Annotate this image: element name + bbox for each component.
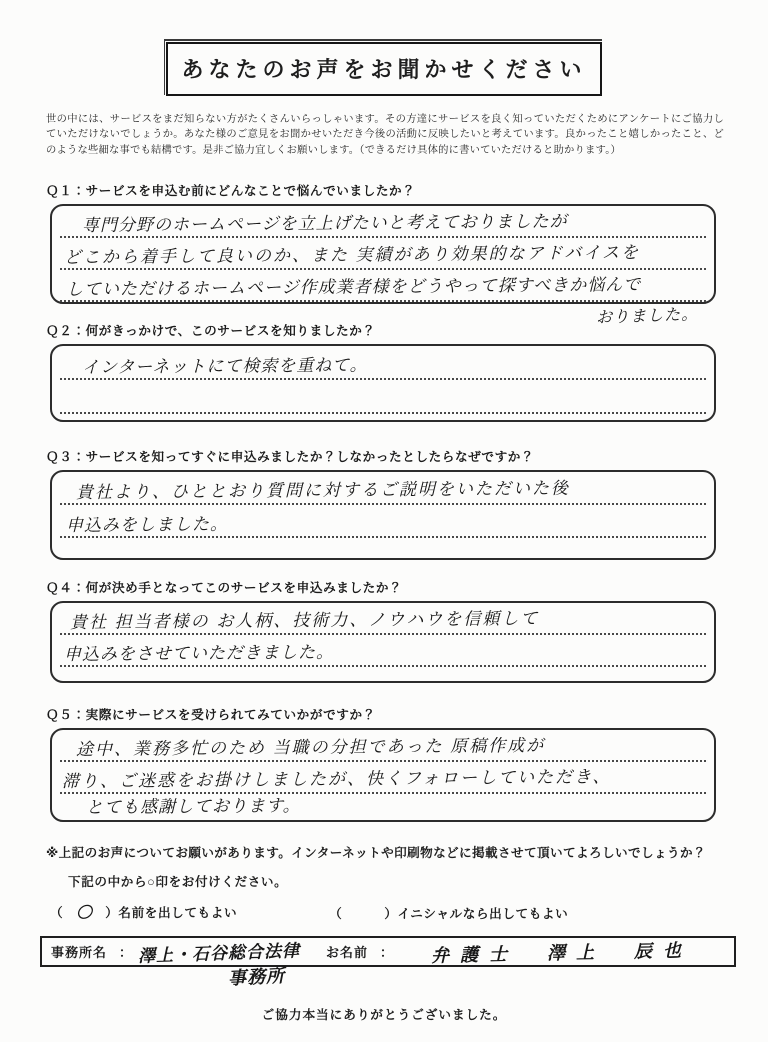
question-q4-label: Ｑ４：何が決め手となってこのサービスを申込みましたか？	[46, 581, 403, 596]
answer-row	[52, 206, 714, 238]
handwritten-answer-overflow: おりました。	[595, 306, 699, 328]
signature-table	[40, 936, 736, 989]
answer-row	[52, 603, 714, 635]
handwritten-circle-mark: 〇	[74, 901, 95, 924]
answer-row	[52, 380, 714, 414]
handwritten-answer-line: 申込みをさせていただきました。	[63, 642, 334, 665]
consent-note: ※上記のお声についてお願いがあります。インターネットや印刷物などに掲載させて頂いてよろしいでしょうか？	[46, 846, 706, 861]
consent-option-name	[50, 902, 237, 922]
answer-box-q5	[50, 728, 716, 822]
handwritten-office-name-line2: 事務所	[227, 965, 286, 989]
handwritten-answer-line: とても感謝しております。	[85, 796, 301, 818]
form-title-box	[166, 42, 602, 96]
question-q1-label: Ｑ１：サービスを申込む前にどんなことで悩んでいましたか？	[46, 184, 416, 199]
answer-row	[52, 505, 714, 538]
name-colon: ：	[380, 945, 394, 961]
question-block-q1	[0, 180, 768, 328]
answer-row	[52, 730, 714, 762]
question-q2-label: Ｑ２：何がきっかけで、このサービスを知りましたか？	[46, 324, 376, 339]
open-paren: （	[329, 906, 343, 921]
answer-box-q3	[50, 470, 716, 560]
answer-box-q2	[50, 344, 716, 422]
answer-row	[52, 635, 714, 667]
answer-row	[52, 270, 714, 302]
answer-row	[52, 762, 714, 794]
answer-box-q1	[50, 204, 716, 328]
handwritten-answer-line: 貴社より、ひととおり質問に対するご説明をいただいた後	[75, 479, 570, 503]
open-paren: （	[50, 906, 64, 921]
consent-option-initial-label: ）イニシャルなら出してもよい	[384, 906, 569, 921]
answer-row	[52, 346, 714, 380]
question-block-q2	[0, 320, 768, 422]
answer-box-q4	[50, 601, 716, 683]
handwritten-person-name: 弁護士 澤上 辰也	[430, 940, 693, 966]
question-block-q3	[0, 446, 768, 560]
intro-text: 世の中には、サービスをまだ知らない方がたくさんいらっしゃいます。その方達にサービスを良く知っていただくためにアンケートにご協力していただけないでしょうか。あなた様のご意見をお聞かせいただき今後の活動に反映したいと考えています。良かったこと嬉しかったこと、どのような些細な事でも結構です。是非ご協力宜しくお願いします。（できるだけ具体的に書いていただけると助かります。）	[46, 114, 724, 156]
handwritten-answer-line: インターネットにて検索を重ねて。	[81, 355, 368, 378]
answer-row	[52, 238, 714, 270]
consent-option-initial	[329, 903, 568, 922]
consent-options	[50, 902, 768, 922]
answer-row	[52, 794, 714, 820]
page-title: あなたのお声をお聞かせください	[181, 57, 587, 82]
handwritten-answer-line: していただけるホームページ作成業者様をどうやって探すべきか悩んで	[65, 275, 642, 300]
office-colon: ：	[119, 945, 133, 961]
consent-mark-slot-empty	[342, 907, 384, 921]
question-q3-label: Ｑ３：サービスを知ってすぐに申込みましたか？しなかったとしたらなぜですか？	[46, 450, 535, 465]
thanks-message: ご協力本当にありがとうございました。	[261, 1008, 507, 1023]
question-block-q4	[0, 577, 768, 683]
person-name-label: お名前	[326, 945, 369, 961]
consent-instruction: 下記の中から○印をお付けください。	[68, 875, 288, 890]
handwritten-answer-line: 専門分野のホームページを立上げたいと考えておりましたが	[81, 212, 568, 236]
answer-row	[52, 472, 714, 505]
consent-option-name-label: ）名前を出してもよい	[105, 906, 238, 921]
question-block-q5	[0, 704, 768, 822]
handwritten-answer-line: 途中、業務多忙のため 当職の分担であった 原稿作成が	[75, 736, 546, 760]
consent-mark-slot	[63, 902, 105, 922]
handwritten-answer-line: 申込みをしました。	[65, 514, 228, 536]
handwritten-answer-line: どこから着手して良いのか、また 実績があり効果的なアドバイスを	[63, 243, 641, 268]
question-q5-label: Ｑ５：実際にサービスを受けられてみていかがですか？	[46, 708, 376, 723]
handwritten-answer-line: 貴社 担当者様の お人柄、技術力、ノウハウを信頼して	[69, 609, 540, 633]
handwritten-office-name: 澤上・石谷総合法律	[137, 941, 301, 967]
scanned-questionnaire-page	[0, 42, 768, 1042]
office-name-label: 事務所名	[51, 945, 108, 961]
handwritten-answer-line: 滞り、ご迷惑をお掛けしましたが、快くフォローしていただき、	[61, 767, 612, 792]
